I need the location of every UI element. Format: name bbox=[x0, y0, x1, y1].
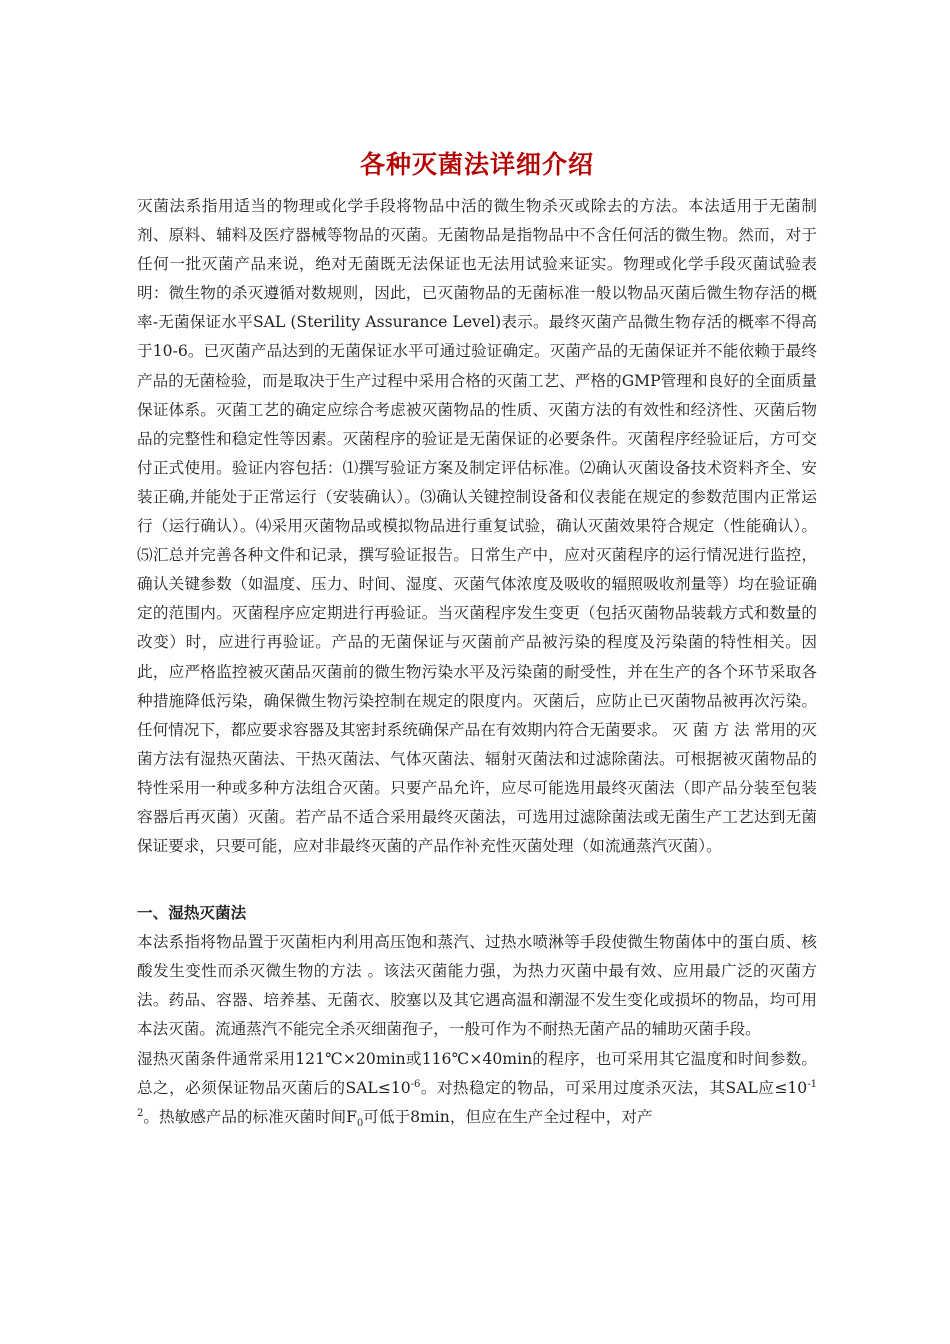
moist-heat-paragraph-1: 本法系指将物品置于灭菌柜内利用高压饱和蒸汽、过热水喷淋等手段使微生物菌体中的蛋白质、核酸发生变性而杀灭微生物的方法 。该法灭菌能力强，为热力灭菌中最有效、应用最广泛的灭菌方法。药品、容器、培养基、无菌衣、胶塞以及其它遇高温和潮湿不发生变化或损坏的物品，均可用本法灭菌。流通蒸汽不能完全杀灭细菌孢子，一般可作为不耐热无菌产品的辅助灭菌手段。 bbox=[137, 933, 817, 1039]
intro-paragraph: 灭菌法系指用适当的物理或化学手段将物品中活的微生物杀灭或除去的方法。本法适用于无菌制剂、原料、辅料及医疗器械等物品的灭菌。无菌物品是指物品中不含任何活的微生物。然而，对于任何一批灭菌产品来说，绝对无菌既无法保证也无法用试验来证实。物理或化学手段灭菌试验表明：微生物的杀灭遵循对数规则，因此，已灭菌物品的无菌标准一般以物品灭菌后微生物存活的概率-无菌保证水平SAL (Sterility Assurance Level)表示。最终灭菌产品微生物存活的概率不得高于10-6。已灭菌产品达到的无菌保证水平可通过验证确定。灭菌产品的无菌保证并不能依赖于最终产品的无菌检验，而是取决于生产过程中采用合格的灭菌工艺、严格的GMP管理和良好的全面质量保证体系。灭菌工艺的确定应综合考虑被灭菌物品的性质、灭菌方法的有效性和经济性、灭菌后物品的完整性和稳定性等因素。灭菌程序的验证是无菌保证的必要条件。灭菌程序经验证后，方可交付正式使用。验证内容包括：⑴撰写验证方案及制定评估标准。⑵确认灭菌设备技术资料齐全、安装正确,并能处于正常运行（安装确认）。⑶确认关键控制设备和仪表能在规定的参数范围内正常运行（运行确认）。⑷采用灭菌物品或模拟物品进行重复试验，确认灭菌效果符合规定（性能确认）。⑸汇总并完善各种文件和记录，撰写验证报告。日常生产中，应对灭菌程序的运行情况进行监控，确认关键参数（如温度、压力、时间、湿度、灭菌气体浓度及吸收的辐照吸收剂量等）均在验证确定的范围内。灭菌程序应定期进行再验证。当灭菌程序发生变更（包括灭菌物品装载方式和数量的改变）时，应进行再验证。产品的无菌保证与灭菌前产品被污染的程度及污染菌的特性相关。因此，应严格监控被灭菌品灭菌前的微生物污染水平及污染菌的耐受性，并在生产的各个环节采取各种措施降低污染，确保微生物污染控制在规定的限度内。灭菌后，应防止已灭菌物品被再次污染。任何情况下，都应要求容器及其密封系统确保产品在有效期内符合无菌要求。 灭 菌 方 法 常用的灭菌方法有湿热灭菌法、干热灭菌法、气体灭菌法、辐射灭菌法和过滤除菌法。可根据被灭菌物品的特性采用一种或多种方法组合灭菌。只要产品允许，应尽可能选用最终灭菌法（即产品分装至包装容器后再灭菌）灭菌。若产品不适合采用最终灭菌法，可选用过滤除菌法或无菌生产工艺达到无菌保证要求，只要可能，应对非最终灭菌的产品作补充性灭菌处理（如流通蒸汽灭菌）。 bbox=[137, 197, 817, 856]
para2-superscript-1: -6 bbox=[410, 1078, 421, 1090]
para2-subscript: 0 bbox=[356, 1117, 364, 1129]
section-heading-moist-heat: 一、湿热灭菌法 bbox=[137, 904, 247, 923]
document-page bbox=[137, 150, 817, 1132]
para2-text-d: 可低于8min，但应在生产全过程中，对产 bbox=[363, 1107, 653, 1126]
document-title: 各种灭菌法详细介绍 bbox=[359, 150, 594, 179]
para2-text-a: 湿热灭菌条件通常采用121℃×20min或116℃×40min的程序，也可采用其它温度和时间参数。总之，必须保证物品灭菌后的SAL≤10 bbox=[137, 1049, 817, 1097]
moist-heat-paragraph-2 bbox=[137, 1045, 817, 1132]
para2-superscript-2: -12 bbox=[137, 1078, 817, 1119]
para2-text-b: 。对热稳定的物品，可采用过度杀灭法，其SAL应≤10 bbox=[420, 1078, 808, 1097]
para2-text-c: 。热敏感产品的标准灭菌时间F bbox=[143, 1107, 357, 1126]
